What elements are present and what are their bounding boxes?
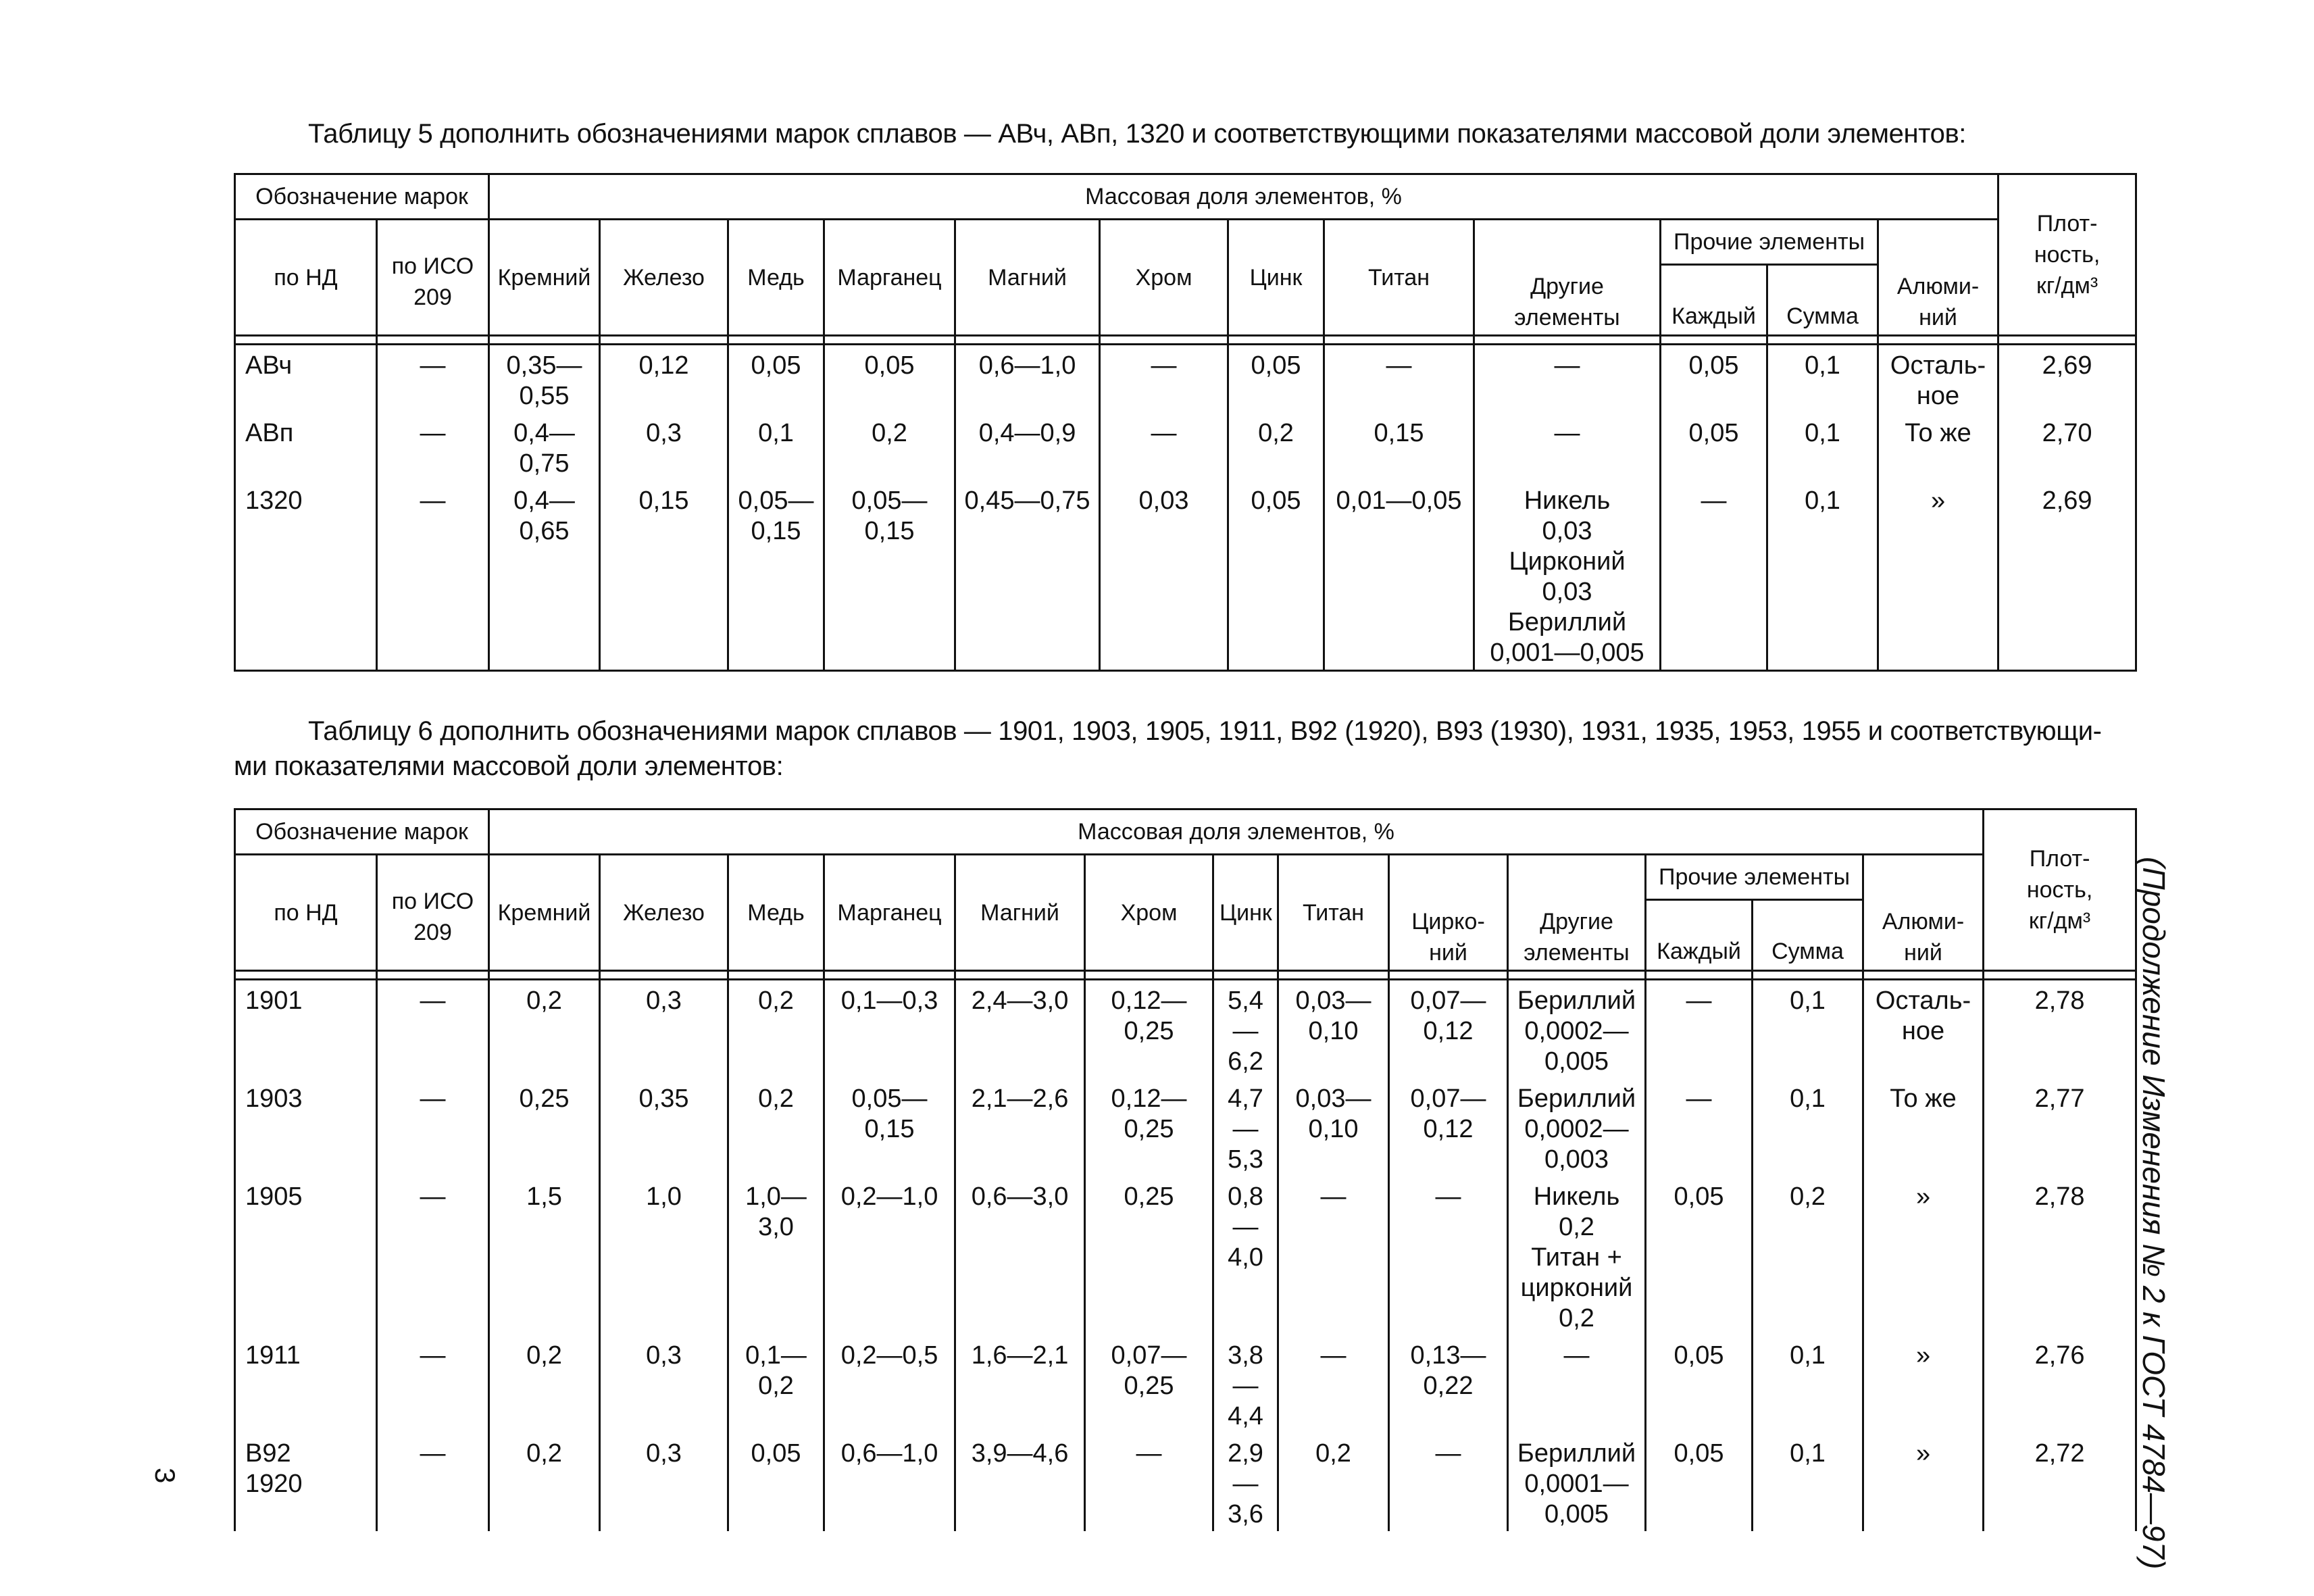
table5-intro: [234, 116, 2135, 151]
cell-silicon: 0,2: [489, 1335, 600, 1433]
cell-manganese: 0,2: [824, 413, 955, 480]
side-caption: (Продолжение Изменения № 2 к ГОСТ 4784—97): [2136, 857, 2171, 1570]
cell-nd: 1901: [235, 980, 377, 1079]
cell-iron: 0,3: [600, 413, 728, 480]
cell-manganese: 0,6—1,0: [824, 1433, 955, 1531]
cell-iron: 0,3: [600, 980, 728, 1079]
marks-header: Обозначение марок: [235, 809, 489, 855]
misc-elements-header: Прочие элементы: [1646, 855, 1863, 900]
cell-density: 2,70: [1998, 413, 2136, 480]
cell-density: 2,78: [1984, 1176, 2136, 1335]
cell-magnesium: 3,9—4,6: [955, 1433, 1085, 1531]
iso-header: по ИСО 209: [377, 220, 489, 336]
cell-zirconium: —: [1389, 1176, 1508, 1335]
cell-chromium: —: [1100, 345, 1228, 414]
cell-density: 2,69: [1998, 345, 2136, 414]
cell-aluminium: То же: [1878, 413, 1998, 480]
cell-iso: —: [377, 1335, 489, 1433]
mass-fraction-header: Массовая доля элементов, %: [489, 174, 1998, 220]
cell-magnesium: 2,4—3,0: [955, 980, 1085, 1079]
cell-each: 0,05: [1661, 345, 1767, 414]
cell-titanium: 0,03— 0,10: [1278, 1078, 1389, 1176]
cell-zinc: 4,7— 5,3: [1213, 1078, 1278, 1176]
cell-aluminium: »: [1863, 1176, 1984, 1335]
cell-magnesium: 0,45—0,75: [955, 480, 1100, 671]
page-number: 3: [149, 1468, 181, 1484]
cell-each: —: [1646, 980, 1753, 1079]
cell-each: 0,05: [1646, 1176, 1753, 1335]
cell-chromium: 0,03: [1100, 480, 1228, 671]
iso-header: по ИСО 209: [377, 855, 489, 971]
cell-iso: —: [377, 980, 489, 1079]
cell-zirconium: 0,07— 0,12: [1389, 1078, 1508, 1176]
cell-other-elements: —: [1474, 413, 1661, 480]
table5-header-separator: [235, 336, 2136, 345]
chromium-header: Хром: [1085, 855, 1213, 971]
cell-other-elements: Бериллий 0,0001— 0,005: [1508, 1433, 1646, 1531]
cell-density: 2,72: [1984, 1433, 2136, 1531]
table6: [234, 808, 2137, 1531]
marks-header: Обозначение марок: [235, 174, 489, 220]
cell-iso: —: [377, 1433, 489, 1531]
aluminium-header: Алюми- ний: [1863, 855, 1984, 971]
cell-aluminium: »: [1863, 1433, 1984, 1531]
table5-intro-text: Таблицу 5 дополнить обозначениями марок сплавов — АВч, АВп, 1320 и соответствующими показателями массовой доли элементов:: [308, 119, 1967, 149]
table5: [234, 173, 2137, 672]
cell-sum: 0,1: [1753, 1078, 1863, 1176]
cell-manganese: 0,2—1,0: [824, 1176, 955, 1335]
cell-copper: 0,1: [728, 413, 824, 480]
cell-chromium: 0,07— 0,25: [1085, 1335, 1213, 1433]
cell-each: —: [1661, 480, 1767, 671]
cell-titanium: 0,15: [1324, 413, 1474, 480]
cell-aluminium: Осталь- ное: [1878, 345, 1998, 414]
cell-nd: 1911: [235, 1335, 377, 1433]
cell-silicon: 1,5: [489, 1176, 600, 1335]
cell-density: 2,76: [1984, 1335, 2136, 1433]
cell-copper: 0,2: [728, 980, 824, 1079]
other-elements-header: Другие элементы: [1474, 220, 1661, 336]
cell-copper: 0,05: [728, 1433, 824, 1531]
cell-chromium: 0,12— 0,25: [1085, 980, 1213, 1079]
cell-sum: 0,1: [1753, 980, 1863, 1079]
sum-header: Сумма: [1753, 900, 1863, 971]
cell-manganese: 0,05: [824, 345, 955, 414]
table-row: [235, 1433, 2136, 1531]
cell-magnesium: 0,6—1,0: [955, 345, 1100, 414]
cell-nd: АВч: [235, 345, 377, 414]
silicon-header: Кремний: [489, 220, 600, 336]
cell-iso: —: [377, 1176, 489, 1335]
cell-silicon: 0,4— 0,75: [489, 413, 600, 480]
mass-fraction-header: Массовая доля элементов, %: [489, 809, 1984, 855]
cell-silicon: 0,2: [489, 1433, 600, 1531]
cell-aluminium: То же: [1863, 1078, 1984, 1176]
cell-manganese: 0,1—0,3: [824, 980, 955, 1079]
cell-zinc: 0,2: [1228, 413, 1324, 480]
cell-density: 2,77: [1984, 1078, 2136, 1176]
misc-elements-header: Прочие элементы: [1661, 220, 1878, 265]
cell-manganese: 0,05— 0,15: [824, 1078, 955, 1176]
cell-aluminium: »: [1863, 1335, 1984, 1433]
cell-copper: 0,05: [728, 345, 824, 414]
cell-density: 2,78: [1984, 980, 2136, 1079]
cell-each: —: [1646, 1078, 1753, 1176]
table6-header-row-2: [235, 855, 2136, 900]
table-row: [235, 345, 2136, 414]
titanium-header: Титан: [1324, 220, 1474, 336]
magnesium-header: Магний: [955, 855, 1085, 971]
cell-copper: 1,0— 3,0: [728, 1176, 824, 1335]
cell-density: 2,69: [1998, 480, 2136, 671]
cell-sum: 0,1: [1767, 413, 1878, 480]
titanium-header: Титан: [1278, 855, 1389, 971]
cell-manganese: 0,2—0,5: [824, 1335, 955, 1433]
density-header: Плот- ность, кг/дм³: [1984, 809, 2136, 971]
zinc-header: Цинк: [1213, 855, 1278, 971]
cell-iso: —: [377, 1078, 489, 1176]
cell-sum: 0,1: [1753, 1433, 1863, 1531]
cell-iron: 0,3: [600, 1335, 728, 1433]
table6-header-separator: [235, 971, 2136, 980]
cell-each: 0,05: [1646, 1433, 1753, 1531]
cell-copper: 0,1— 0,2: [728, 1335, 824, 1433]
table-row: [235, 413, 2136, 480]
cell-copper: 0,05— 0,15: [728, 480, 824, 671]
zirconium-header: Цирко- ний: [1389, 855, 1508, 971]
cell-aluminium: Осталь- ное: [1863, 980, 1984, 1079]
iron-header: Железо: [600, 220, 728, 336]
cell-titanium: 0,01—0,05: [1324, 480, 1474, 671]
zinc-header: Цинк: [1228, 220, 1324, 336]
each-header: Каждый: [1646, 900, 1753, 971]
iron-header: Железо: [600, 855, 728, 971]
density-header: Плот- ность, кг/дм³: [1998, 174, 2136, 336]
magnesium-header: Магний: [955, 220, 1100, 336]
cell-chromium: 0,25: [1085, 1176, 1213, 1335]
cell-zirconium: 0,13— 0,22: [1389, 1335, 1508, 1433]
cell-other-elements: Бериллий 0,0002— 0,003: [1508, 1078, 1646, 1176]
cell-other-elements: —: [1508, 1335, 1646, 1433]
cell-copper: 0,2: [728, 1078, 824, 1176]
cell-chromium: 0,12— 0,25: [1085, 1078, 1213, 1176]
cell-manganese: 0,05— 0,15: [824, 480, 955, 671]
cell-nd: 1320: [235, 480, 377, 671]
cell-titanium: —: [1278, 1335, 1389, 1433]
manganese-header: Марганец: [824, 220, 955, 336]
cell-iron: 0,3: [600, 1433, 728, 1531]
cell-silicon: 0,2: [489, 980, 600, 1079]
table6-intro-line-1: Таблицу 6 дополнить обозначениями марок сплавов — 1901, 1903, 1905, 1911, В92 (1920), В93 (1930), 1931, 1935, 1953, 1955 и соответствующи-: [308, 716, 2102, 746]
cell-silicon: 0,4— 0,65: [489, 480, 600, 671]
cell-magnesium: 2,1—2,6: [955, 1078, 1085, 1176]
each-header: Каждый: [1661, 265, 1767, 336]
nd-header: по НД: [235, 220, 377, 336]
cell-iron: 0,35: [600, 1078, 728, 1176]
cell-magnesium: 0,6—3,0: [955, 1176, 1085, 1335]
sum-header: Сумма: [1767, 265, 1878, 336]
cell-zinc: 0,05: [1228, 345, 1324, 414]
cell-silicon: 0,25: [489, 1078, 600, 1176]
cell-each: 0,05: [1661, 413, 1767, 480]
cell-iron: 1,0: [600, 1176, 728, 1335]
cell-sum: 0,2: [1753, 1176, 1863, 1335]
cell-zinc: 0,05: [1228, 480, 1324, 671]
cell-zirconium: —: [1389, 1433, 1508, 1531]
other-elements-header: Другие элементы: [1508, 855, 1646, 971]
cell-zinc: 3,8— 4,4: [1213, 1335, 1278, 1433]
cell-iso: —: [377, 345, 489, 414]
table-row: [235, 480, 2136, 671]
cell-silicon: 0,35— 0,55: [489, 345, 600, 414]
cell-chromium: —: [1085, 1433, 1213, 1531]
cell-zinc: 0,8— 4,0: [1213, 1176, 1278, 1335]
cell-titanium: —: [1324, 345, 1474, 414]
cell-magnesium: 0,4—0,9: [955, 413, 1100, 480]
cell-zirconium: 0,07— 0,12: [1389, 980, 1508, 1079]
aluminium-header: Алюми- ний: [1878, 220, 1998, 336]
cell-iso: —: [377, 480, 489, 671]
cell-magnesium: 1,6—2,1: [955, 1335, 1085, 1433]
table5-header-row-1: [235, 174, 2136, 220]
cell-titanium: —: [1278, 1176, 1389, 1335]
cell-sum: 0,1: [1767, 345, 1878, 414]
manganese-header: Марганец: [824, 855, 955, 971]
table-row: [235, 1078, 2136, 1176]
chromium-header: Хром: [1100, 220, 1228, 336]
silicon-header: Кремний: [489, 855, 600, 971]
cell-nd: 1905: [235, 1176, 377, 1335]
copper-header: Медь: [728, 855, 824, 971]
cell-sum: 0,1: [1767, 480, 1878, 671]
cell-other-elements: Никель 0,03 Цирконий 0,03 Бериллий 0,001—0,005: [1474, 480, 1661, 671]
table5-header-row-2: [235, 220, 2136, 265]
cell-each: 0,05: [1646, 1335, 1753, 1433]
table-row: [235, 1176, 2136, 1335]
table6-intro-line-2: ми показателями массовой доли элементов:: [234, 751, 784, 781]
cell-chromium: —: [1100, 413, 1228, 480]
cell-iron: 0,12: [600, 345, 728, 414]
cell-iron: 0,15: [600, 480, 728, 671]
copper-header: Медь: [728, 220, 824, 336]
cell-other-elements: Бериллий 0,0002— 0,005: [1508, 980, 1646, 1079]
cell-nd: В92 1920: [235, 1433, 377, 1531]
cell-nd: АВп: [235, 413, 377, 480]
nd-header: по НД: [235, 855, 377, 971]
table-row: [235, 1335, 2136, 1433]
cell-iso: —: [377, 413, 489, 480]
cell-other-elements: Никель 0,2 Титан + цирконий 0,2: [1508, 1176, 1646, 1335]
cell-titanium: 0,2: [1278, 1433, 1389, 1531]
cell-nd: 1903: [235, 1078, 377, 1176]
cell-zinc: 5,4— 6,2: [1213, 980, 1278, 1079]
cell-aluminium: »: [1878, 480, 1998, 671]
table6-header-row-1: [235, 809, 2136, 855]
cell-titanium: 0,03— 0,10: [1278, 980, 1389, 1079]
cell-zinc: 2,9— 3,6: [1213, 1433, 1278, 1531]
table-row: [235, 980, 2136, 1079]
cell-other-elements: —: [1474, 345, 1661, 414]
table6-intro: [234, 714, 2135, 784]
cell-sum: 0,1: [1753, 1335, 1863, 1433]
